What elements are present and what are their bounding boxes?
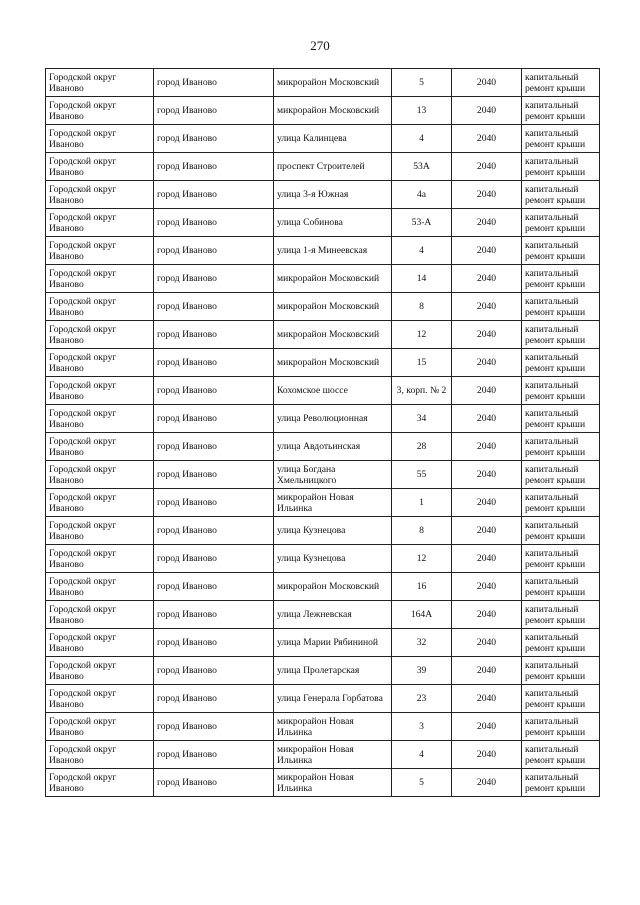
- municipal-district-cell: Городской округ Иваново: [46, 433, 154, 461]
- house-number-cell: 39: [392, 657, 452, 685]
- house-number-cell: 14: [392, 265, 452, 293]
- settlement-cell: город Иваново: [154, 265, 274, 293]
- work-type-cell: капитальный ремонт крыши: [522, 265, 600, 293]
- work-type-cell: капитальный ремонт крыши: [522, 125, 600, 153]
- planned-year-cell: 2040: [452, 769, 522, 797]
- planned-year-cell: 2040: [452, 741, 522, 769]
- settlement-cell: город Иваново: [154, 741, 274, 769]
- registry-table: [45, 68, 600, 797]
- settlement-cell: город Иваново: [154, 377, 274, 405]
- planned-year-cell: 2040: [452, 321, 522, 349]
- municipal-district-cell: Городской округ Иваново: [46, 461, 154, 489]
- street-cell: улица Генерала Горбатова: [274, 685, 392, 713]
- street-cell: улица Собинова: [274, 209, 392, 237]
- settlement-cell: город Иваново: [154, 769, 274, 797]
- table-row: [46, 181, 600, 209]
- house-number-cell: 53А: [392, 153, 452, 181]
- house-number-cell: 4: [392, 125, 452, 153]
- street-cell: Кохомское шоссе: [274, 377, 392, 405]
- table-row: [46, 517, 600, 545]
- table-row: [46, 461, 600, 489]
- street-cell: микрорайон Московский: [274, 321, 392, 349]
- house-number-cell: 1: [392, 489, 452, 517]
- settlement-cell: город Иваново: [154, 713, 274, 741]
- settlement-cell: город Иваново: [154, 321, 274, 349]
- planned-year-cell: 2040: [452, 545, 522, 573]
- house-number-cell: 3, корп. № 2: [392, 377, 452, 405]
- planned-year-cell: 2040: [452, 461, 522, 489]
- work-type-cell: капитальный ремонт крыши: [522, 489, 600, 517]
- settlement-cell: город Иваново: [154, 97, 274, 125]
- municipal-district-cell: Городской округ Иваново: [46, 601, 154, 629]
- municipal-district-cell: Городской округ Иваново: [46, 349, 154, 377]
- work-type-cell: капитальный ремонт крыши: [522, 657, 600, 685]
- settlement-cell: город Иваново: [154, 601, 274, 629]
- table-row: [46, 377, 600, 405]
- house-number-cell: 28: [392, 433, 452, 461]
- street-cell: микрорайон Московский: [274, 573, 392, 601]
- municipal-district-cell: Городской округ Иваново: [46, 545, 154, 573]
- table-row: [46, 685, 600, 713]
- settlement-cell: город Иваново: [154, 461, 274, 489]
- planned-year-cell: 2040: [452, 629, 522, 657]
- table-row: [46, 293, 600, 321]
- planned-year-cell: 2040: [452, 97, 522, 125]
- house-number-cell: 16: [392, 573, 452, 601]
- planned-year-cell: 2040: [452, 265, 522, 293]
- house-number-cell: 8: [392, 293, 452, 321]
- table-row: [46, 405, 600, 433]
- municipal-district-cell: Городской округ Иваново: [46, 209, 154, 237]
- house-number-cell: 15: [392, 349, 452, 377]
- settlement-cell: город Иваново: [154, 517, 274, 545]
- work-type-cell: капитальный ремонт крыши: [522, 573, 600, 601]
- street-cell: улица Пролетарская: [274, 657, 392, 685]
- work-type-cell: капитальный ремонт крыши: [522, 293, 600, 321]
- settlement-cell: город Иваново: [154, 293, 274, 321]
- work-type-cell: капитальный ремонт крыши: [522, 405, 600, 433]
- house-number-cell: 4а: [392, 181, 452, 209]
- planned-year-cell: 2040: [452, 237, 522, 265]
- house-number-cell: 53-А: [392, 209, 452, 237]
- municipal-district-cell: Городской округ Иваново: [46, 657, 154, 685]
- table-row: [46, 545, 600, 573]
- table-row: [46, 69, 600, 97]
- planned-year-cell: 2040: [452, 209, 522, 237]
- planned-year-cell: 2040: [452, 377, 522, 405]
- house-number-cell: 5: [392, 69, 452, 97]
- street-cell: микрорайон Московский: [274, 265, 392, 293]
- table-row: [46, 629, 600, 657]
- house-number-cell: 4: [392, 741, 452, 769]
- street-cell: улица Кузнецова: [274, 545, 392, 573]
- settlement-cell: город Иваново: [154, 181, 274, 209]
- table-row: [46, 601, 600, 629]
- table-row: [46, 573, 600, 601]
- settlement-cell: город Иваново: [154, 153, 274, 181]
- street-cell: улица 3-я Южная: [274, 181, 392, 209]
- planned-year-cell: 2040: [452, 181, 522, 209]
- work-type-cell: капитальный ремонт крыши: [522, 181, 600, 209]
- municipal-district-cell: Городской округ Иваново: [46, 573, 154, 601]
- house-number-cell: 164А: [392, 601, 452, 629]
- work-type-cell: капитальный ремонт крыши: [522, 349, 600, 377]
- municipal-district-cell: Городской округ Иваново: [46, 293, 154, 321]
- house-number-cell: 12: [392, 321, 452, 349]
- table-row: [46, 741, 600, 769]
- street-cell: микрорайон Новая Ильинка: [274, 741, 392, 769]
- planned-year-cell: 2040: [452, 125, 522, 153]
- municipal-district-cell: Городской округ Иваново: [46, 405, 154, 433]
- work-type-cell: капитальный ремонт крыши: [522, 209, 600, 237]
- table-row: [46, 125, 600, 153]
- street-cell: микрорайон Московский: [274, 69, 392, 97]
- street-cell: микрорайон Новая Ильинка: [274, 769, 392, 797]
- house-number-cell: 34: [392, 405, 452, 433]
- registry-table-body: [46, 69, 600, 797]
- work-type-cell: капитальный ремонт крыши: [522, 321, 600, 349]
- house-number-cell: 5: [392, 769, 452, 797]
- planned-year-cell: 2040: [452, 69, 522, 97]
- planned-year-cell: 2040: [452, 713, 522, 741]
- street-cell: улица Калинцева: [274, 125, 392, 153]
- municipal-district-cell: Городской округ Иваново: [46, 181, 154, 209]
- work-type-cell: капитальный ремонт крыши: [522, 517, 600, 545]
- municipal-district-cell: Городской округ Иваново: [46, 489, 154, 517]
- table-row: [46, 657, 600, 685]
- municipal-district-cell: Городской округ Иваново: [46, 629, 154, 657]
- settlement-cell: город Иваново: [154, 573, 274, 601]
- street-cell: улица Кузнецова: [274, 517, 392, 545]
- street-cell: проспект Строителей: [274, 153, 392, 181]
- work-type-cell: капитальный ремонт крыши: [522, 629, 600, 657]
- house-number-cell: 13: [392, 97, 452, 125]
- municipal-district-cell: Городской округ Иваново: [46, 125, 154, 153]
- planned-year-cell: 2040: [452, 153, 522, 181]
- house-number-cell: 12: [392, 545, 452, 573]
- work-type-cell: капитальный ремонт крыши: [522, 713, 600, 741]
- municipal-district-cell: Городской округ Иваново: [46, 265, 154, 293]
- work-type-cell: капитальный ремонт крыши: [522, 153, 600, 181]
- planned-year-cell: 2040: [452, 433, 522, 461]
- settlement-cell: город Иваново: [154, 237, 274, 265]
- street-cell: улица 1-я Минеевская: [274, 237, 392, 265]
- municipal-district-cell: Городской округ Иваново: [46, 69, 154, 97]
- work-type-cell: капитальный ремонт крыши: [522, 377, 600, 405]
- street-cell: улица Богдана Хмельницкого: [274, 461, 392, 489]
- planned-year-cell: 2040: [452, 601, 522, 629]
- municipal-district-cell: Городской округ Иваново: [46, 517, 154, 545]
- settlement-cell: город Иваново: [154, 433, 274, 461]
- work-type-cell: капитальный ремонт крыши: [522, 545, 600, 573]
- planned-year-cell: 2040: [452, 293, 522, 321]
- street-cell: микрорайон Новая Ильинка: [274, 713, 392, 741]
- house-number-cell: 4: [392, 237, 452, 265]
- planned-year-cell: 2040: [452, 657, 522, 685]
- municipal-district-cell: Городской округ Иваново: [46, 713, 154, 741]
- planned-year-cell: 2040: [452, 405, 522, 433]
- settlement-cell: город Иваново: [154, 405, 274, 433]
- work-type-cell: капитальный ремонт крыши: [522, 685, 600, 713]
- municipal-district-cell: Городской округ Иваново: [46, 377, 154, 405]
- settlement-cell: город Иваново: [154, 209, 274, 237]
- settlement-cell: город Иваново: [154, 125, 274, 153]
- table-row: [46, 237, 600, 265]
- street-cell: улица Лежневская: [274, 601, 392, 629]
- house-number-cell: 3: [392, 713, 452, 741]
- settlement-cell: город Иваново: [154, 657, 274, 685]
- table-row: [46, 349, 600, 377]
- street-cell: улица Авдотьинская: [274, 433, 392, 461]
- table-row: [46, 769, 600, 797]
- planned-year-cell: 2040: [452, 349, 522, 377]
- settlement-cell: город Иваново: [154, 629, 274, 657]
- work-type-cell: капитальный ремонт крыши: [522, 433, 600, 461]
- table-row: [46, 713, 600, 741]
- work-type-cell: капитальный ремонт крыши: [522, 601, 600, 629]
- work-type-cell: капитальный ремонт крыши: [522, 237, 600, 265]
- street-cell: микрорайон Московский: [274, 349, 392, 377]
- municipal-district-cell: Городской округ Иваново: [46, 769, 154, 797]
- municipal-district-cell: Городской округ Иваново: [46, 741, 154, 769]
- street-cell: микрорайон Московский: [274, 97, 392, 125]
- street-cell: микрорайон Новая Ильинка: [274, 489, 392, 517]
- table-row: [46, 265, 600, 293]
- table-row: [46, 321, 600, 349]
- planned-year-cell: 2040: [452, 573, 522, 601]
- municipal-district-cell: Городской округ Иваново: [46, 237, 154, 265]
- municipal-district-cell: Городской округ Иваново: [46, 153, 154, 181]
- street-cell: улица Марии Рябининой: [274, 629, 392, 657]
- work-type-cell: капитальный ремонт крыши: [522, 461, 600, 489]
- house-number-cell: 32: [392, 629, 452, 657]
- work-type-cell: капитальный ремонт крыши: [522, 69, 600, 97]
- settlement-cell: город Иваново: [154, 69, 274, 97]
- settlement-cell: город Иваново: [154, 545, 274, 573]
- table-row: [46, 153, 600, 181]
- house-number-cell: 55: [392, 461, 452, 489]
- settlement-cell: город Иваново: [154, 685, 274, 713]
- municipal-district-cell: Городской округ Иваново: [46, 685, 154, 713]
- work-type-cell: капитальный ремонт крыши: [522, 769, 600, 797]
- settlement-cell: город Иваново: [154, 349, 274, 377]
- street-cell: микрорайон Московский: [274, 293, 392, 321]
- table-row: [46, 433, 600, 461]
- table-row: [46, 97, 600, 125]
- settlement-cell: город Иваново: [154, 489, 274, 517]
- table-row: [46, 209, 600, 237]
- planned-year-cell: 2040: [452, 489, 522, 517]
- municipal-district-cell: Городской округ Иваново: [46, 321, 154, 349]
- work-type-cell: капитальный ремонт крыши: [522, 741, 600, 769]
- planned-year-cell: 2040: [452, 517, 522, 545]
- page-number: 270: [310, 38, 330, 53]
- house-number-cell: 8: [392, 517, 452, 545]
- municipal-district-cell: Городской округ Иваново: [46, 97, 154, 125]
- house-number-cell: 23: [392, 685, 452, 713]
- planned-year-cell: 2040: [452, 685, 522, 713]
- work-type-cell: капитальный ремонт крыши: [522, 97, 600, 125]
- street-cell: улица Революционная: [274, 405, 392, 433]
- table-row: [46, 489, 600, 517]
